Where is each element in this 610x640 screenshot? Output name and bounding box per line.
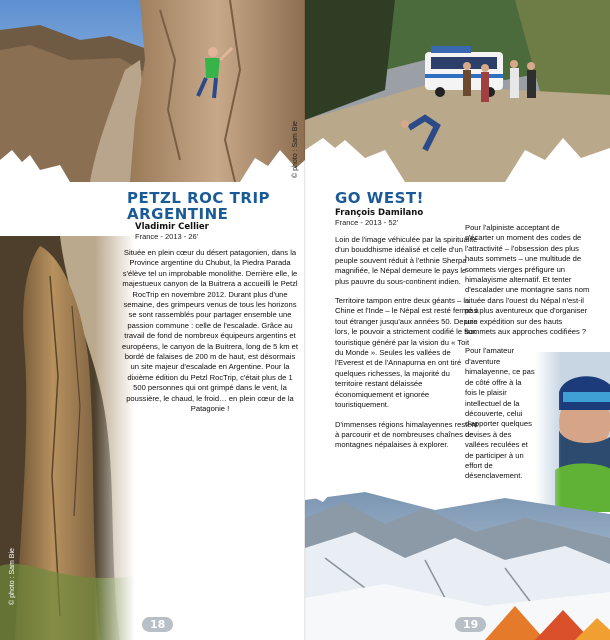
- director-left: Vladimir Cellier: [135, 222, 209, 232]
- film-meta-right: France - 2013 - 52': [335, 218, 399, 227]
- road-photo-art: [305, 0, 610, 182]
- col2-paragraph-2: Pour l'amateur d'aventure himalayenne, ce pas de côté offre à la fois le plaisir intellectuel de la découverte, celui d'apporter quelques devises à des vallées reculées et de participer à un effort de désenclavement.: [465, 346, 535, 481]
- climber-canyon-photo: [0, 0, 305, 182]
- text-column-1: [335, 235, 479, 460]
- right-page: [305, 0, 610, 640]
- page-fold: [304, 0, 306, 640]
- col2-paragraph-1: Pour l'alpiniste acceptant de s'écarter un moment des codes de l'attractivité – l'obsession des plus hauts sommets – une multitude de sommets vierges préfigure un himalayisme alternatif. Et tenter d'escalader une montagne sans nom située dans l'ouest du Népal n'est-il pas plus aventureux que d'organiser une expédition sur des hauts sommets aux approches codifiées ?: [465, 223, 590, 337]
- canyon-photo-art: [0, 0, 305, 182]
- director-right: François Damilano: [335, 208, 424, 218]
- photo-credit-top: © photo : Sam Bie: [292, 121, 299, 178]
- page-number-left: 18: [142, 617, 173, 632]
- page-number-right: 19: [455, 617, 486, 632]
- col1-paragraph-3: D'immenses régions himalayennes restent à parcourir et de nombreuses chaînes de montagnes népalaises à explorer.: [335, 419, 478, 450]
- col1-paragraph-1: Loin de l'image véhiculée par la spiritualité d'un bouddhisme idéalisé et celle d'un peuple souvent réduit à l'ethnie Sherpa magnifiée, le Népal demeure le pays le plus pauvre du sous-continent indien.: [335, 235, 478, 286]
- film-title-left: PETZL ROC TRIP ARGENTINE: [127, 189, 271, 223]
- rock-tower-photo: [0, 236, 135, 640]
- col1-paragraph-2: Territoire tampon entre deux géants – la Chine et l'Inde – le Népal est resté fermé à tout étranger jusqu'aux années 50. Depuis lors, le pouvoir a strictement codifié le flux touristique généré par la vision du « Toit du Monde ». Seules les vallées de l'Everest et de l'Annapurna en ont tiré quelques richesses, la majorité du territoire restant délaissée économiquement et ignorée touristiquement.: [335, 296, 479, 410]
- film-title-right: GO WEST!: [335, 189, 424, 207]
- photo-credit-left: © photo : Sam Bie: [9, 548, 16, 605]
- film-meta-left: France - 2013 - 26': [135, 232, 199, 241]
- left-body-text: [120, 248, 300, 415]
- left-paragraph: Située en plein cœur du désert patagonien, dans la Province argentine du Chubut, la Piedra Parada s'élève tel un improbable monolithe. Derrière elle, le majestueux canyon de la Buitrera a accueilli le Petzl RocTrip en novembre 2012. Durant plus d'une semaine, des grimpeurs venus de tous les horizons se sont rassemblés pour partager ensemble une passion commune : celle de l'escalade. Grâce au travail de fond de nombreux équipeurs argentins et européens, le canyon de la Buitrera, long de 5 km et bordé de falaises de 200 m de haut, est désormais un site majeur d'escalade en Argentine. Pour la dixième édition du Petzl RocTrip, c'était plus de 1 500 personnes qui ont grimpé dans le vent, la poussière, le chaud, le froid… en plein cœur de la Patagonie !: [121, 248, 299, 414]
- bus-road-photo: [305, 0, 610, 182]
